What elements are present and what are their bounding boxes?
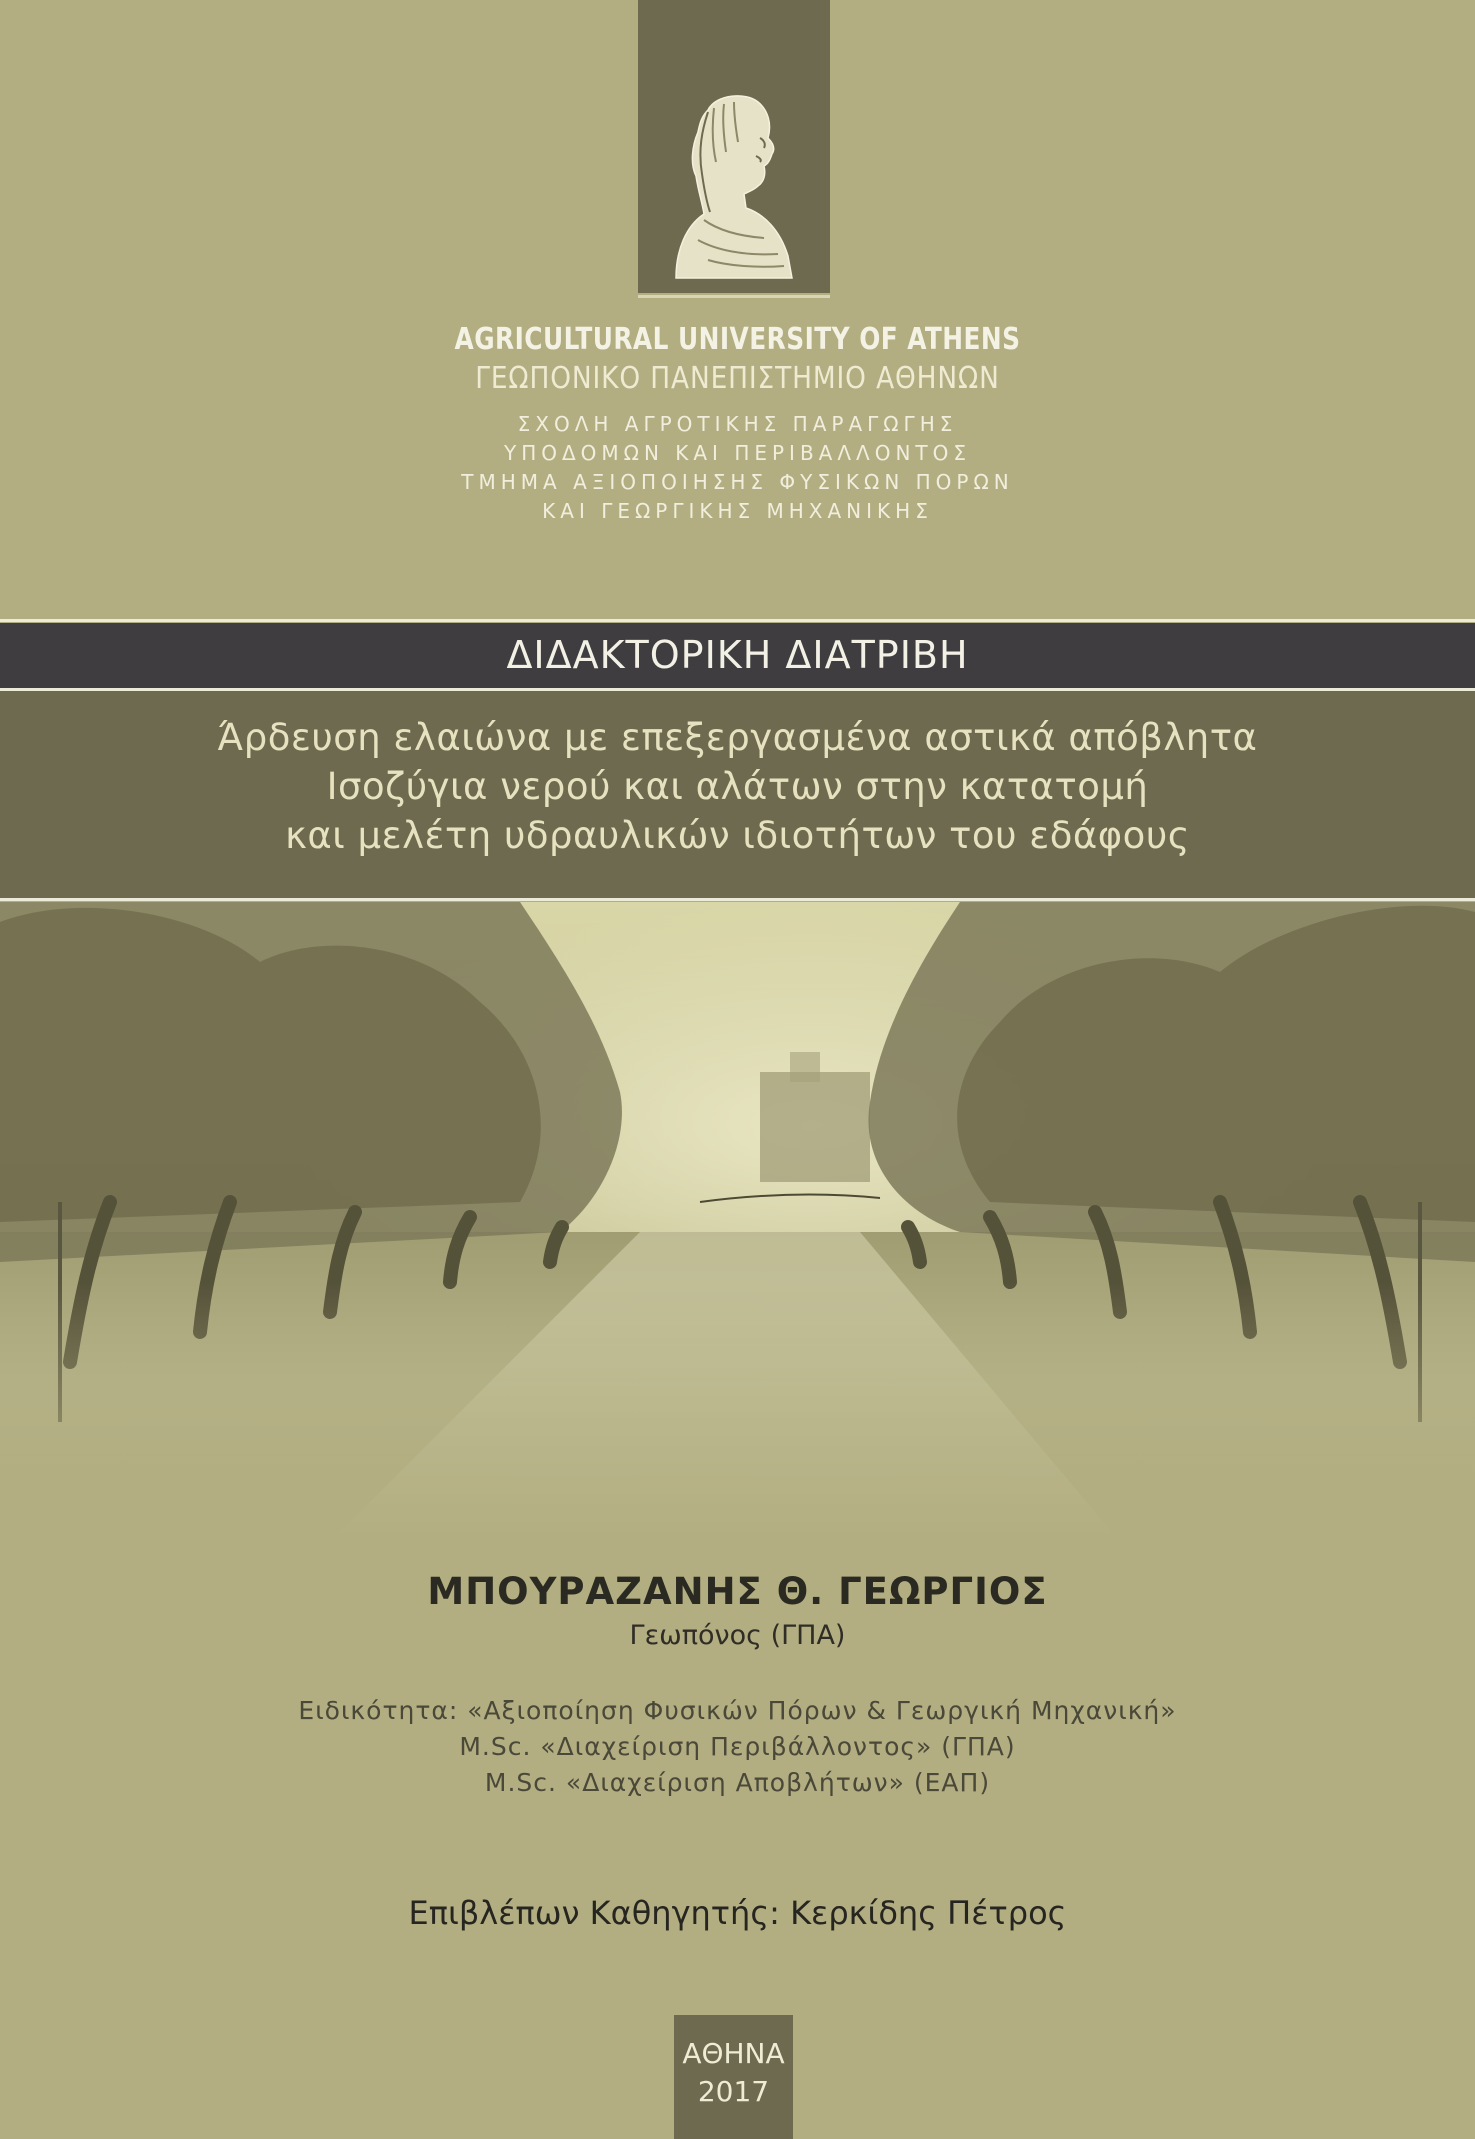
divider — [0, 898, 1475, 901]
specialization-line: M.Sc. «Διαχείριση Περιβάλλοντος» (ΓΠΑ) — [459, 1732, 1016, 1761]
title-line: Ισοζύγια νερού και αλάτων στην κατατομή — [326, 765, 1149, 808]
university-name-gr: ΓΕΩΠΟΝΙΚΟ ΠΑΝΕΠΙΣΤΗΜΙΟ ΑΘΗΝΩΝ — [475, 361, 1000, 396]
author-name: ΜΠΟΥΡΑΖΑΝΗΣ Θ. ΓΕΩΡΓΙΟΣ — [427, 1570, 1048, 1613]
document-type-band: ΔΙΔΑΚΤΟΡΙΚΗ ΔΙΑΤΡΙΒΗ — [0, 623, 1475, 688]
school-line: ΥΠΟΔΟΜΩΝ ΚΑΙ ΠΕΡΙΒΑΛΛΟΝΤΟΣ — [503, 441, 972, 465]
title-block — [0, 691, 1475, 898]
author-role: Γεωπόνος (ΓΠΑ) — [629, 1620, 846, 1651]
city-year-box — [674, 2015, 793, 2139]
title-line: και μελέτη υδραυλικών ιδιοτήτων του εδάφους — [285, 814, 1190, 857]
supervisor: Επιβλέπων Καθηγητής: Κερκίδης Πέτρος — [408, 1894, 1067, 1932]
specialization-line: M.Sc. «Διαχείριση Αποβλήτων» (ΕΑΠ) — [484, 1768, 991, 1797]
university-bust-emblem-icon — [668, 90, 800, 280]
school-department — [0, 410, 1475, 526]
school-line: ΤΜΗΜΑ ΑΞΙΟΠΟΙΗΣΗΣ ΦΥΣΙΚΩΝ ΠΟΡΩΝ — [461, 470, 1014, 494]
school-line: ΚΑΙ ΓΕΩΡΓΙΚΗΣ ΜΗΧΑΝΙΚΗΣ — [542, 499, 933, 523]
specialization-line: Ειδικότητα: «Αξιοποίηση Φυσικών Πόρων & Γεωργική Μηχανική» — [298, 1696, 1177, 1725]
olive-grove-illustration — [0, 902, 1475, 1542]
year: 2017 — [697, 2075, 770, 2108]
title-line: Άρδευση ελαιώνα με επεξεργασμένα αστικά απόβλητα — [217, 716, 1258, 759]
divider — [0, 619, 1475, 622]
olive-grove-photo — [0, 902, 1475, 1542]
emblem-box — [638, 0, 830, 293]
emblem-underline — [638, 295, 830, 298]
city: ΑΘΗΝΑ — [682, 2037, 785, 2070]
specializations — [0, 1693, 1475, 1801]
university-name-en: AGRICULTURAL UNIVERSITY OF ATHENS — [454, 322, 1021, 357]
school-line: ΣΧΟΛΗ ΑΓΡΟΤΙΚΗΣ ΠΑΡΑΓΩΓΗΣ — [517, 412, 958, 436]
